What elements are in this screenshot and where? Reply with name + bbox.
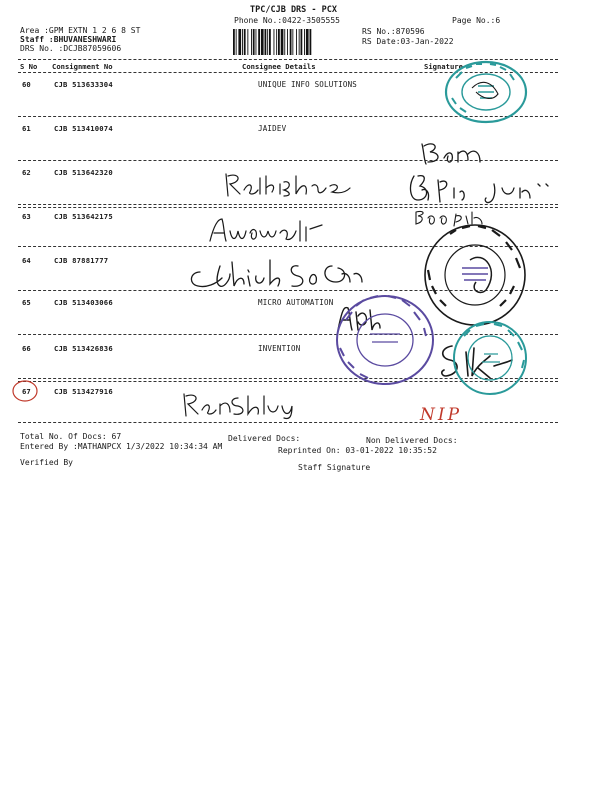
signature-row-62-right (404, 170, 554, 206)
reprinted-on: Reprinted On: 03-01-2022 10:35:52 (278, 446, 437, 455)
staff-signature-label: Staff Signature (298, 463, 371, 472)
area-label: Area :GPM EXTN 1 2 6 8 ST (20, 26, 141, 35)
barcode-bar (238, 29, 241, 55)
col-consignee: Consignee Details (242, 62, 316, 71)
row-divider (18, 422, 558, 423)
barcode-bar (274, 29, 275, 55)
barcode-bar (247, 29, 248, 55)
row-67-sno: 67 (22, 387, 31, 396)
barcode-bar (242, 29, 243, 55)
barcode-bar (296, 29, 297, 55)
barcode-bar (284, 29, 285, 55)
col-consignment: Consignment No (52, 62, 113, 71)
barcode-bar (276, 29, 277, 55)
barcode-bar (256, 29, 257, 55)
barcode-bar (299, 29, 300, 55)
row-64-sno: 64 (22, 256, 31, 265)
row-61-sno: 61 (22, 124, 31, 133)
row-66-sno: 66 (22, 344, 31, 353)
barcode-bar (287, 29, 288, 55)
row-63-sno: 63 (22, 212, 31, 221)
company-stamp-invention (450, 318, 530, 398)
col-signature: Signature (424, 62, 463, 71)
verified-by: Verified By (20, 458, 73, 467)
phone-number: Phone No.:0422-3505555 (234, 16, 340, 25)
barcode-bar (290, 29, 292, 55)
barcode-bar (301, 29, 303, 55)
barcode (232, 29, 356, 55)
rs-number: RS No.:870596 (362, 27, 425, 36)
row-63-consignment: CJB 513642175 (54, 212, 113, 221)
red-circle-mark (10, 378, 40, 404)
barcode-bar (269, 29, 271, 55)
col-sno: S No (20, 62, 38, 71)
barcode-bar (278, 29, 280, 55)
row-60-consignment: CJB 513633304 (54, 80, 113, 89)
signature-row-61 (418, 138, 488, 168)
rs-date: RS Date:03-Jan-2022 (362, 37, 454, 46)
row-65-consignment: CJB 513403066 (54, 298, 113, 307)
signature-row-63 (206, 215, 326, 245)
row-60-consignee: UNIQUE INFO SOLUTIONS (258, 80, 358, 89)
barcode-bar (244, 29, 246, 55)
barcode-bar (304, 29, 305, 55)
barcode-bar (233, 29, 235, 55)
row-62-sno: 62 (22, 168, 31, 177)
total-docs: Total No. Of Docs: 67 (20, 432, 122, 441)
company-stamp-unique-info (442, 58, 530, 126)
barcode-bar (310, 29, 312, 55)
entered-by: Entered By :MATHANPCX 1/3/2022 10:34:34 AM (20, 442, 223, 451)
signature-row-67 (180, 390, 300, 420)
barcode-bar (261, 29, 264, 55)
barcode-bar (265, 29, 267, 55)
row-65-sno: 65 (22, 298, 31, 307)
non-delivered-docs: Non Delivered Docs: (366, 436, 458, 445)
row-62-consignment: CJB 513642320 (54, 168, 113, 177)
signature-row-62 (222, 170, 352, 200)
row-64-consignment: CJB 87881777 (54, 256, 109, 265)
row-66-consignment: CJB 513426836 (54, 344, 113, 353)
barcode-bar (236, 29, 237, 55)
barcode-bar (281, 29, 284, 55)
row-65-consignee: MICRO AUTOMATION (258, 298, 334, 307)
drs-title: TPC/CJB DRS - PCX (250, 5, 337, 15)
row-61-consignment: CJB 513410074 (54, 124, 113, 133)
row-67-consignment: CJB 513427916 (54, 387, 113, 396)
drs-number: DRS No. :DCJB87059606 (20, 44, 122, 53)
staff-label: Staff :BHUVANESHWARI (20, 35, 117, 44)
barcode-bar (267, 29, 268, 55)
signature-row-64 (186, 256, 366, 292)
barcode-bar (258, 29, 260, 55)
nip-annotation: NIP (420, 405, 463, 425)
barcode-bar (306, 29, 309, 55)
barcode-bar (292, 29, 293, 55)
row-66-consignee: INVENTION (258, 344, 301, 353)
page-number: Page No.:6 (452, 16, 501, 25)
delivered-docs: Delivered Docs: (228, 434, 301, 443)
company-stamp-micro-automation (330, 290, 440, 390)
row-60-sno: 60 (22, 80, 31, 89)
row-61-consignee: JAIDEV (258, 124, 287, 133)
barcode-bar (253, 29, 255, 55)
barcode-bar (251, 29, 252, 55)
